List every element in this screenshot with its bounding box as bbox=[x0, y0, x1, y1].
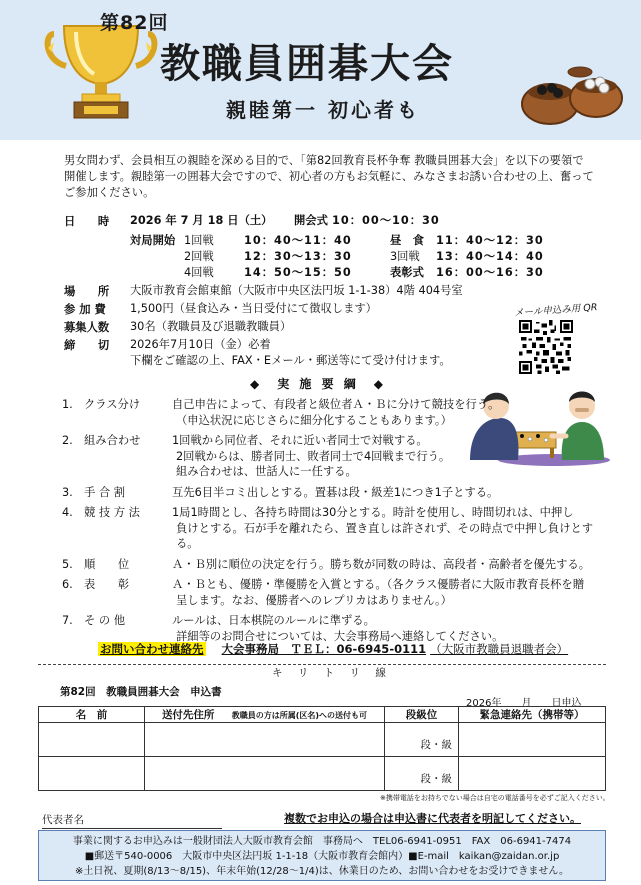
rule-text: Ａ・Ｂとも、優勝・準優勝を入賞とする。（各クラス優勝者に大阪市教育長杯を贈 bbox=[172, 578, 584, 591]
address-cell[interactable] bbox=[145, 757, 385, 791]
deadline-text: 2026年7月10日（金）必着 bbox=[130, 338, 271, 351]
name-cell[interactable] bbox=[39, 757, 145, 791]
col-address-label: 送付先住所 bbox=[161, 709, 215, 721]
deadline-note: 下欄をご確認の上、FAX・Eメール・郵送等にて受け付けます。 bbox=[130, 354, 451, 367]
rank-cell[interactable]: 段・級 bbox=[385, 723, 459, 757]
rule-text: 組み合わせは、世話人に一任する。 bbox=[176, 465, 357, 478]
rule-number: 6. bbox=[62, 578, 73, 591]
page-subtitle: 親睦第一 初心者も bbox=[226, 98, 420, 122]
address-cell[interactable] bbox=[145, 723, 385, 757]
col-address-note: 教職員の方は所属(区名)への送付も可 bbox=[231, 711, 368, 720]
rule-number: 2. bbox=[62, 434, 73, 447]
footer-line: 事業に関するお申込みは一般財団法人大阪市教育会館 事務局へ TEL06-6941-0951 FAX 06-6941-7474 bbox=[72, 836, 572, 847]
contact-text: 大会事務局 ＴＥＬ：06-6945-0111 bbox=[221, 642, 427, 656]
rank-cell[interactable]: 段・級 bbox=[385, 757, 459, 791]
emergency-cell[interactable] bbox=[459, 757, 606, 791]
capacity-text: 30名（教職員及び退職教職員） bbox=[130, 320, 292, 333]
representative-field[interactable]: 代表者名 bbox=[42, 812, 222, 829]
edition-label: 第82回 bbox=[100, 12, 169, 34]
form-note: ※携帯電話をお持ちでない場合は自宅の電話番号を必ずご記入ください。 bbox=[380, 794, 610, 802]
award-label: 表彰式 bbox=[390, 266, 424, 279]
emergency-cell[interactable] bbox=[459, 723, 606, 757]
table-row bbox=[39, 757, 606, 791]
rule-label: そ の 他 bbox=[84, 614, 126, 627]
rules-title: ◆ 実 施 要 綱 ◆ bbox=[250, 377, 386, 391]
intro-line: ご参加ください。 bbox=[64, 186, 155, 199]
rule-text: 1回戦から同位者、それに近い者同士で対戦する。 bbox=[172, 434, 428, 447]
footer-line: ※土日祝、夏期(8/13～8/15)、年末年始(12/28～1/4)は、休業日のため、お問い合わせをお受けできません。 bbox=[74, 866, 569, 877]
go-players-illustration bbox=[462, 376, 612, 468]
intro-paragraph bbox=[64, 153, 594, 201]
round1-time: 10：40～11：40 bbox=[244, 234, 352, 247]
rule-text: ルールは、日本棋院のルールに準ずる。 bbox=[172, 614, 375, 627]
footer-line: ■郵送〒540-0006 大阪市中央区法円坂 1-1-18（大阪市教育会館内）■E-mail kaikan@zaidan.or.jp bbox=[84, 851, 560, 862]
rule-number: 3. bbox=[62, 485, 73, 499]
round4-time: 14：50～15：50 bbox=[244, 266, 352, 279]
form-date[interactable]: 2026年 月 日申込 bbox=[466, 698, 582, 709]
round2-time: 12：30～13：30 bbox=[244, 250, 352, 263]
round4-label: 4回戦 bbox=[184, 266, 214, 279]
rule-label: 競 技 方 法 bbox=[84, 506, 140, 519]
lunch-label: 昼 食 bbox=[390, 234, 424, 247]
rule-text: 2回戦からは、勝者同士、敗者同士で4回戦まで行う。 bbox=[176, 449, 451, 463]
fee-label: 参 加 費 bbox=[64, 303, 106, 316]
round1-label: 1回戦 bbox=[184, 234, 214, 247]
lunch-time: 11：40～12：30 bbox=[436, 234, 544, 247]
col-rank-header: 段級位 bbox=[385, 707, 459, 723]
multi-application-note: 複数でお申込の場合は申込書に代表者を明記してください。 bbox=[284, 812, 581, 825]
intro-line: 男女問わず、会員相互の親睦を深める目的で、「第82回教育長杯争奪 教職員囲碁大会」を以下の要領で bbox=[64, 154, 584, 167]
page-title: 教職員囲碁大会 bbox=[160, 41, 454, 87]
rule-number: 1. bbox=[62, 398, 73, 411]
capacity-label: 募集人数 bbox=[64, 321, 110, 334]
rule-text: る。 bbox=[176, 537, 199, 550]
round3-time: 13：40～14：40 bbox=[436, 250, 544, 263]
rule-text: Ａ・Ｂ別に順位の決定を行う。勝ち数が同数の時は、高段者・高齢者を優先する。 bbox=[172, 557, 590, 571]
rule-label: 組み合わせ bbox=[84, 434, 141, 447]
opening-label: 開会式 bbox=[294, 214, 328, 227]
opening-time: 10：00～10：30 bbox=[332, 214, 440, 227]
col-address-header bbox=[145, 707, 385, 723]
contact-bar bbox=[98, 641, 568, 657]
rule-number: 5. bbox=[62, 557, 73, 571]
intro-line: 開催します。親睦第一の囲碁大会ですので、初心者の方もお気軽に、みなさまお誘い合わせの上、奮って bbox=[64, 170, 594, 183]
col-emergency-header: 緊急連絡先（携帯等） bbox=[459, 707, 606, 723]
rule-number: 4. bbox=[62, 506, 73, 519]
rule-text: 負けとする。石が手を離れたら、置き直しは許されず、その時点で中押し負けとす bbox=[176, 521, 594, 535]
go-stone-bowls-icon bbox=[520, 62, 624, 128]
table-row bbox=[39, 723, 606, 757]
venue-label: 場 所 bbox=[64, 285, 110, 298]
cut-line-label: キ リ ト リ 線 bbox=[268, 665, 396, 680]
rule-label: クラス分け bbox=[84, 398, 141, 411]
contact-label: お問い合わせ連絡先 bbox=[100, 642, 204, 656]
date-label: 日 時 bbox=[64, 215, 110, 228]
rule-text: 自己申告によって、有段者と級位者Ａ・Ｂに分けて競技を行う。 bbox=[172, 398, 500, 411]
form-title: 第82回 教職員囲碁大会 申込書 bbox=[60, 686, 222, 698]
name-cell[interactable] bbox=[39, 723, 145, 757]
rule-text: 1局1時間とし、各持ち時間は30分とする。時計を使用し、時間切れは、中押し bbox=[172, 506, 574, 519]
application-form-table bbox=[38, 706, 606, 791]
rule-label: 順 位 bbox=[84, 557, 130, 571]
rule-text: 詳細等のお問合せについては、大会事務局へ連絡してください。 bbox=[176, 629, 504, 643]
rule-label: 手 合 割 bbox=[84, 485, 126, 499]
footer-box bbox=[38, 830, 606, 881]
rule-text: 呈します。なお、優勝者へのレプリカはありません。） bbox=[176, 593, 452, 607]
venue-text: 大阪市教育会館東館（大阪市中央区法円坂 1-1-38）4階 404号室 bbox=[130, 284, 463, 297]
rule-number: 7. bbox=[62, 614, 73, 627]
round3-label: 3回戦 bbox=[390, 250, 420, 263]
rule-text: 互先6目半コミ出しとする。置碁は段・級差1につき1子とする。 bbox=[172, 485, 499, 499]
rule-text: （申込状況に応じさらに細分化することもあります。） bbox=[176, 413, 452, 427]
round2-label: 2回戦 bbox=[184, 250, 214, 263]
rounds-label: 対局開始 bbox=[130, 234, 176, 247]
rule-label: 表 彰 bbox=[84, 578, 130, 591]
event-date: 2026 年 7 月 18 日（土） bbox=[130, 214, 273, 227]
qr-code-icon[interactable] bbox=[519, 320, 573, 374]
award-time: 16：00～16：30 bbox=[436, 266, 544, 279]
contact-org: （大阪市教職員退職者会） bbox=[430, 642, 569, 656]
deadline-label: 締 切 bbox=[64, 339, 110, 352]
fee-text: 1,500円（昼食込み・当日受付にて徴収します） bbox=[130, 302, 377, 315]
col-name-header: 名 前 bbox=[39, 707, 145, 723]
qr-label: メール申込み用 QR bbox=[513, 302, 598, 319]
